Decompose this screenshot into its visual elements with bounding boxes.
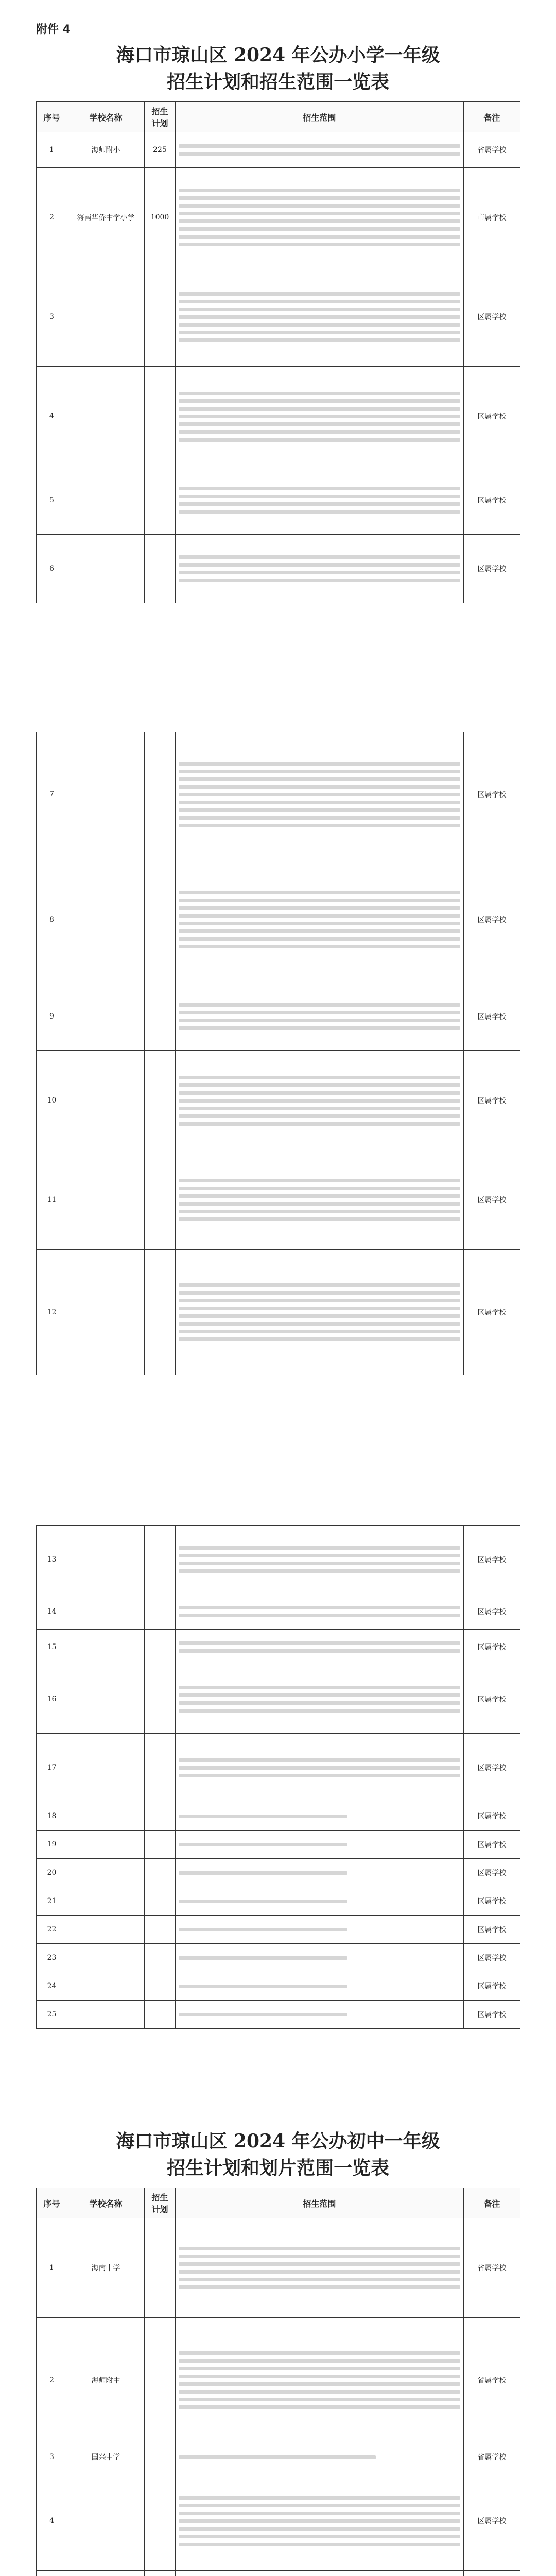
row-no: 1 (37, 2218, 67, 2318)
row-note: 区属学校 (464, 466, 520, 535)
row-scope (176, 1859, 464, 1887)
row-plan (145, 466, 176, 535)
row-no: 21 (37, 1887, 67, 1916)
row-note (464, 2571, 520, 2576)
row-note: 区属学校 (464, 2471, 520, 2571)
row-plan (145, 1859, 176, 1887)
row-scope (176, 2571, 464, 2576)
row-note: 区属学校 (464, 1802, 520, 1831)
row-school (67, 1887, 145, 1916)
header-note: 备注 (464, 2188, 520, 2218)
table-row (37, 1630, 520, 1665)
row-plan (145, 857, 176, 982)
primary-title-line-2: 招生计划和招生范围一览表 (166, 71, 389, 93)
row-no: 13 (37, 1526, 67, 1594)
table-row (37, 2218, 520, 2318)
row-scope (176, 2218, 464, 2318)
row-plan (145, 2471, 176, 2571)
row-plan (145, 367, 176, 466)
table-row (37, 1859, 520, 1887)
junior-table-page-1 (36, 2128, 520, 2576)
row-plan (145, 2001, 176, 2029)
row-school (67, 2571, 145, 2576)
row-school (67, 267, 145, 367)
row-scope (176, 1972, 464, 2001)
row-plan (145, 1831, 176, 1859)
row-no: 25 (37, 2001, 67, 2029)
table-row (37, 1150, 520, 1250)
illegible-text-lines (179, 891, 460, 948)
table-row (37, 1250, 520, 1375)
row-plan (145, 1887, 176, 1916)
row-school (67, 1526, 145, 1594)
table-row (37, 1944, 520, 1972)
table-row (37, 466, 520, 535)
illegible-text-lines (179, 1076, 460, 1126)
row-school (67, 1665, 145, 1734)
row-plan (145, 1802, 176, 1831)
row-scope (176, 535, 464, 603)
row-plan (145, 267, 176, 367)
row-note: 区属学校 (464, 1944, 520, 1972)
junior-enrollment-table (36, 2188, 520, 2576)
primary-enrollment-table-continued (36, 732, 520, 1375)
illegible-text-lines (179, 1686, 460, 1713)
row-scope (176, 2443, 464, 2471)
illegible-text-lines (179, 2247, 460, 2289)
row-note: 区属学校 (464, 1594, 520, 1630)
row-school (67, 1972, 145, 2001)
table-row (37, 168, 520, 267)
primary-title-line-1: 海口市琼山区 2024 年公办小学一年级 (116, 44, 440, 66)
row-school (67, 535, 145, 603)
row-no: 4 (37, 367, 67, 466)
row-note: 区属学校 (464, 535, 520, 603)
header-no: 序号 (37, 2188, 67, 2218)
row-school (67, 732, 145, 857)
table-row (37, 267, 520, 367)
row-scope (176, 1630, 464, 1665)
row-school (67, 1944, 145, 1972)
row-plan (145, 1916, 176, 1944)
illegible-text-lines (179, 1283, 460, 1341)
row-note: 区属学校 (464, 1665, 520, 1734)
row-no: 20 (37, 1859, 67, 1887)
illegible-text-lines (179, 1641, 460, 1653)
row-school (67, 1051, 145, 1150)
row-scope (176, 1526, 464, 1594)
row-no: 23 (37, 1944, 67, 1972)
row-school (67, 466, 145, 535)
illegible-text-lines (179, 392, 460, 442)
row-school (67, 1859, 145, 1887)
row-note: 市属学校 (464, 168, 520, 267)
illegible-text-lines (179, 2351, 460, 2409)
row-no: 14 (37, 1594, 67, 1630)
primary-enrollment-table (36, 101, 520, 603)
primary-table-page-3 (36, 1525, 520, 2029)
row-scope (176, 1594, 464, 1630)
row-plan: 1000 (145, 168, 176, 267)
row-scope (176, 2001, 464, 2029)
header-plan: 招生计划 (145, 102, 176, 132)
row-plan (145, 2218, 176, 2318)
row-no: 22 (37, 1916, 67, 1944)
row-no: 3 (37, 2443, 67, 2471)
table-row (37, 1802, 520, 1831)
row-plan (145, 1972, 176, 2001)
table-row (37, 857, 520, 982)
table-row (37, 1665, 520, 1734)
row-plan (145, 1630, 176, 1665)
row-no: 2 (37, 168, 67, 267)
row-school (67, 2001, 145, 2029)
table-row (37, 732, 520, 857)
row-plan (145, 1944, 176, 1972)
illegible-text-lines (179, 1956, 460, 1960)
illegible-text-lines (179, 555, 460, 582)
row-no: 9 (37, 982, 67, 1051)
row-no: 8 (37, 857, 67, 982)
row-school: 海师附小 (67, 132, 145, 168)
row-school (67, 367, 145, 466)
illegible-text-lines (179, 1928, 460, 1931)
row-plan (145, 2571, 176, 2576)
row-scope (176, 732, 464, 857)
illegible-text-lines (179, 1003, 460, 1030)
row-school (67, 1802, 145, 1831)
row-no: 18 (37, 1802, 67, 1831)
illegible-text-lines (179, 1843, 460, 1846)
row-school (67, 2471, 145, 2571)
row-plan (145, 982, 176, 1051)
illegible-text-lines (179, 487, 460, 514)
row-no: 3 (37, 267, 67, 367)
row-scope (176, 1150, 464, 1250)
row-note: 区属学校 (464, 732, 520, 857)
row-scope (176, 1802, 464, 1831)
row-scope (176, 1051, 464, 1150)
row-school (67, 1250, 145, 1375)
row-plan (145, 2318, 176, 2443)
row-no: 19 (37, 1831, 67, 1859)
table-row (37, 1734, 520, 1802)
row-no: 11 (37, 1150, 67, 1250)
row-scope (176, 2471, 464, 2571)
row-school: 国兴中学 (67, 2443, 145, 2471)
table-row (37, 1887, 520, 1916)
header-scope: 招生范围 (176, 2188, 464, 2218)
primary-table-page-1 (36, 21, 520, 603)
row-note: 省属学校 (464, 2318, 520, 2443)
header-note: 备注 (464, 102, 520, 132)
row-school (67, 1630, 145, 1665)
row-no: 2 (37, 2318, 67, 2443)
illegible-text-lines (179, 2013, 460, 2016)
row-note: 省属学校 (464, 132, 520, 168)
row-school (67, 1734, 145, 1802)
primary-enrollment-table-continued-2 (36, 1525, 520, 2029)
row-plan (145, 2443, 176, 2471)
row-plan (145, 535, 176, 603)
row-note: 区属学校 (464, 2001, 520, 2029)
row-scope (176, 267, 464, 367)
row-no (37, 2571, 67, 2576)
row-note: 区属学校 (464, 1526, 520, 1594)
table-row (37, 367, 520, 466)
illegible-text-lines (179, 1758, 460, 1777)
row-note: 区属学校 (464, 1150, 520, 1250)
row-scope (176, 1250, 464, 1375)
row-no: 1 (37, 132, 67, 168)
header-scope: 招生范围 (176, 102, 464, 132)
row-plan (145, 1665, 176, 1734)
illegible-text-lines (179, 189, 460, 246)
row-plan (145, 1734, 176, 1802)
row-scope (176, 857, 464, 982)
row-note: 区属学校 (464, 1630, 520, 1665)
row-plan (145, 1594, 176, 1630)
row-note: 区属学校 (464, 1051, 520, 1150)
illegible-text-lines (179, 2496, 460, 2546)
row-plan (145, 1150, 176, 1250)
row-school: 海南华侨中学小学 (67, 168, 145, 267)
table-row (37, 132, 520, 168)
row-scope (176, 132, 464, 168)
row-note: 区属学校 (464, 1916, 520, 1944)
row-note: 区属学校 (464, 857, 520, 982)
header-plan: 招生计划 (145, 2188, 176, 2218)
row-scope (176, 982, 464, 1051)
row-school: 海南中学 (67, 2218, 145, 2318)
illegible-text-lines (179, 1606, 460, 1617)
row-plan (145, 1051, 176, 1150)
row-school (67, 1831, 145, 1859)
primary-table-page-2 (36, 732, 520, 1375)
table-header-row (37, 102, 520, 132)
table-row (37, 2571, 520, 2576)
row-no: 24 (37, 1972, 67, 2001)
row-no: 7 (37, 732, 67, 857)
row-note: 区属学校 (464, 1831, 520, 1859)
row-note: 区属学校 (464, 1887, 520, 1916)
row-scope (176, 1831, 464, 1859)
row-scope (176, 1734, 464, 1802)
row-note: 区属学校 (464, 367, 520, 466)
table-row (37, 2001, 520, 2029)
table-row (37, 1972, 520, 2001)
illegible-text-lines (179, 1815, 460, 1818)
row-no: 6 (37, 535, 67, 603)
table-row (37, 2318, 520, 2443)
row-no: 10 (37, 1051, 67, 1150)
table-row (37, 1526, 520, 1594)
row-scope (176, 466, 464, 535)
header-school: 学校名称 (67, 2188, 145, 2218)
row-plan: 225 (145, 132, 176, 168)
table-row (37, 535, 520, 603)
junior-title-line-2: 招生计划和划片范围一览表 (166, 2157, 389, 2179)
table-header-row (37, 2188, 520, 2218)
row-scope (176, 1665, 464, 1734)
table-row (37, 982, 520, 1051)
illegible-text-lines (179, 1546, 460, 1573)
row-note: 区属学校 (464, 1972, 520, 2001)
row-scope (176, 2318, 464, 2443)
header-school: 学校名称 (67, 102, 145, 132)
row-scope (176, 1887, 464, 1916)
row-plan (145, 1526, 176, 1594)
row-note: 区属学校 (464, 1250, 520, 1375)
illegible-text-lines (179, 1179, 460, 1221)
row-note: 省属学校 (464, 2443, 520, 2471)
table-row (37, 1594, 520, 1630)
row-school (67, 1916, 145, 1944)
illegible-text-lines (179, 762, 460, 827)
row-scope (176, 1916, 464, 1944)
row-school (67, 982, 145, 1051)
row-note: 区属学校 (464, 982, 520, 1051)
row-note: 区属学校 (464, 1734, 520, 1802)
table-row (37, 1831, 520, 1859)
row-no: 15 (37, 1630, 67, 1665)
illegible-text-lines (179, 144, 460, 156)
row-note: 区属学校 (464, 1859, 520, 1887)
row-no: 5 (37, 466, 67, 535)
row-no: 4 (37, 2471, 67, 2571)
row-school: 海师附中 (67, 2318, 145, 2443)
illegible-text-lines (179, 292, 460, 342)
row-note: 区属学校 (464, 267, 520, 367)
illegible-text-lines (179, 1900, 460, 1903)
table-row (37, 1051, 520, 1150)
row-scope (176, 367, 464, 466)
table-row (37, 2471, 520, 2571)
header-no: 序号 (37, 102, 67, 132)
row-plan (145, 732, 176, 857)
row-school (67, 857, 145, 982)
table-row (37, 1916, 520, 1944)
table-row (37, 2443, 520, 2471)
junior-title-line-1: 海口市琼山区 2024 年公办初中一年级 (116, 2130, 440, 2152)
row-scope (176, 1944, 464, 1972)
row-no: 12 (37, 1250, 67, 1375)
annex-label: 附件 4 (36, 23, 71, 36)
row-school (67, 1594, 145, 1630)
row-note: 省属学校 (464, 2218, 520, 2318)
row-plan (145, 1250, 176, 1375)
illegible-text-lines (179, 2455, 460, 2459)
illegible-text-lines (179, 1985, 460, 1988)
row-no: 16 (37, 1665, 67, 1734)
row-no: 17 (37, 1734, 67, 1802)
row-scope (176, 168, 464, 267)
row-school (67, 1150, 145, 1250)
illegible-text-lines (179, 1871, 460, 1875)
